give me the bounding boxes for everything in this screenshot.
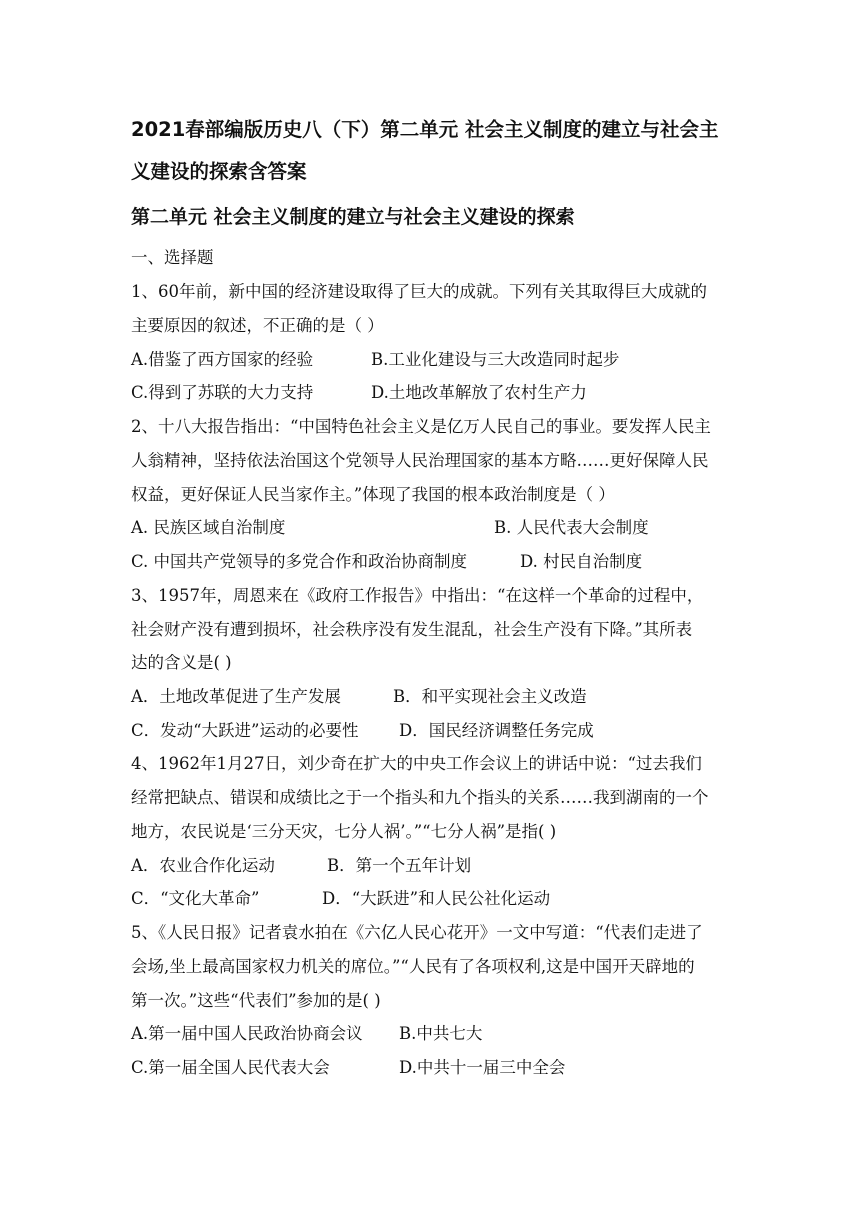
question-4-stem-line-3: 地方，农民说是‘三分天灾，七分人祸’。”“七分人祸”是指( ) (131, 822, 557, 841)
question-3-stem-line-3: 达的含义是( ) (131, 653, 232, 672)
question-2-option-a: A. 民族区域自治制度 (131, 518, 286, 537)
question-1-stem-line-2: 主要原因的叙述，不正确的是（ ） (131, 316, 384, 335)
question-2-option-c: C. 中国共产党领导的多党合作和政治协商制度 (131, 552, 468, 571)
document-title-line-2: 义建设的探索含答案 (131, 160, 307, 183)
question-2-stem-line-3: 权益，更好保证人民当家作主。”体现了我国的根本政治制度是（ ） (131, 485, 615, 504)
section-heading: 一、选择题 (131, 248, 214, 267)
question-4-option-c: C．“文化大革命” (131, 889, 260, 908)
question-5-option-b: B.中共七大 (399, 1024, 483, 1043)
unit-subtitle: 第二单元 社会主义制度的建立与社会主义建设的探索 (131, 206, 575, 228)
question-1-option-b: B.工业化建设与三大改造同时起步 (371, 350, 620, 369)
question-2-stem-line-1: 2、十八大报告指出：“中国特色社会主义是亿万人民自己的事业。要发挥人民主 (131, 417, 711, 436)
question-3-option-a: A．土地改革促进了生产发展 (131, 687, 341, 706)
question-3-option-b: B．和平实现社会主义改造 (393, 687, 587, 706)
question-4-option-d: D．“大跃进”和人民公社化运动 (322, 889, 551, 908)
question-1-option-c: C.得到了苏联的大力支持 (131, 383, 314, 402)
document-title-line-1: 2021春部编版历史八（下）第二单元 社会主义制度的建立与社会主 (131, 118, 719, 141)
question-5-option-c: C.第一届全国人民代表大会 (131, 1058, 330, 1077)
question-4-stem-line-1: 4、1962年1月27日，刘少奇在扩大的中央工作会议上的讲话中说：“过去我们 (131, 754, 702, 773)
question-3-option-d: D．国民经济调整任务完成 (399, 721, 594, 740)
question-5-stem-line-2: 会场,坐上最高国家权力机关的席位。”“人民有了各项权利,这是中国开天辟地的 (131, 957, 695, 976)
question-5-stem-line-1: 5、《人民日报》记者袁水拍在《六亿人民心花开》一文中写道：“代表们走进了 (131, 923, 703, 942)
question-3-stem-line-2: 社会财产没有遭到损坏，社会秩序没有发生混乱，社会生产没有下降。”其所表 (131, 620, 693, 639)
question-5-option-d: D.中共十一届三中全会 (399, 1058, 566, 1077)
question-4-option-a: A．农业合作化运动 (131, 856, 275, 875)
question-3-stem-line-1: 3、1957年，周恩来在《政府工作报告》中指出：“在这样一个革命的过程中， (131, 586, 704, 605)
question-5-option-a: A.第一届中国人民政治协商会议 (131, 1024, 363, 1043)
question-1-option-d: D.土地改革解放了农村生产力 (371, 383, 587, 402)
question-2-stem-line-2: 人翁精神，坚持依法治国这个党领导人民治理国家的基本方略……更好保障人民 (131, 451, 709, 470)
question-1-stem-line-1: 1、60年前，新中国的经济建设取得了巨大的成就。下列有关其取得巨大成就的 (131, 282, 707, 301)
question-2-option-d: D. 村民自治制度 (520, 552, 643, 571)
question-3-option-c: C．发动“大跃进”运动的必要性 (131, 721, 359, 740)
question-5-stem-line-3: 第一次。”这些“代表们”参加的是( ) (131, 991, 381, 1010)
question-1-option-a: A.借鉴了西方国家的经验 (131, 350, 314, 369)
question-4-option-b: B．第一个五年计划 (327, 856, 472, 875)
question-4-stem-line-2: 经常把缺点、错误和成绩比之于一个指头和九个指头的关系……我到湖南的一个 (131, 788, 709, 807)
question-2-option-b: B. 人民代表大会制度 (494, 518, 649, 537)
